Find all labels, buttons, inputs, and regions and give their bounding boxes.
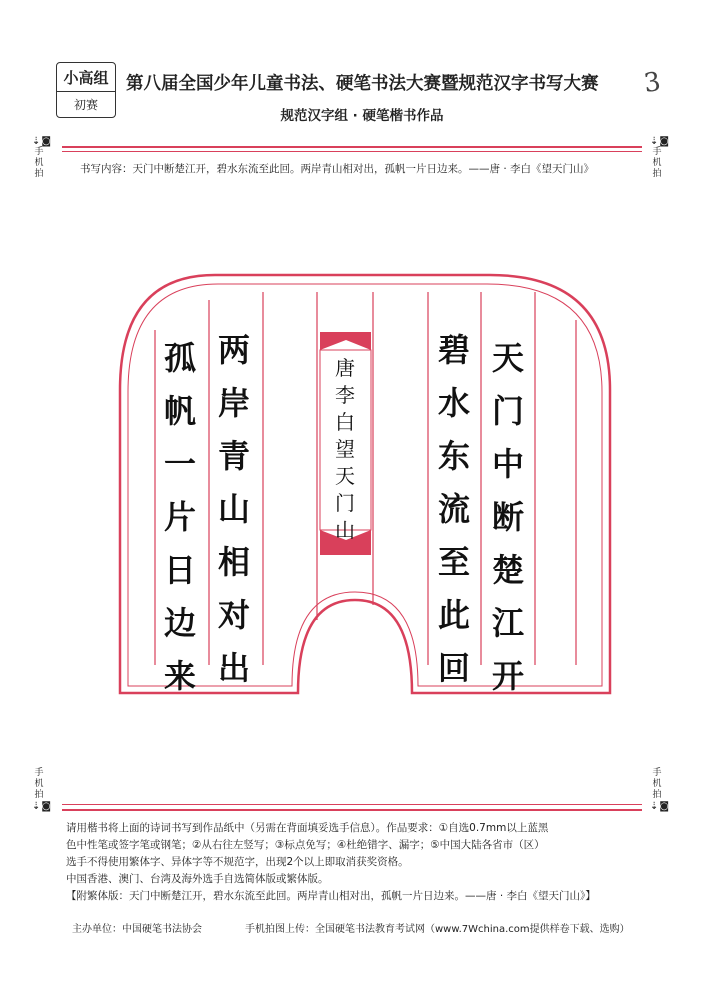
instruction-line: 色中性笔或签字笔或钢笔；②从右往左竖写；③标点免写；④杜绝错字、漏字；⑤中国大陆各省市（区）	[66, 839, 545, 851]
corner-label: 手机拍	[652, 147, 662, 179]
instruction-line: 【附繁体版：天门中断楚江开，碧水东流至此回。两岸青山相对出，孤帆一片日边来。——唐 · 李白《望天门山》】	[66, 890, 596, 902]
group-badge-top: 小高组	[57, 63, 115, 92]
instruction-line: 中国香港、澳门、台湾及海外选手自选简体版或繁体版。	[66, 873, 329, 885]
corner-bottom-right	[650, 768, 670, 812]
poem-column-1: 天门中断楚江开	[491, 339, 524, 695]
instructions	[66, 820, 636, 905]
handwritten-mark: 3	[641, 66, 663, 100]
corner-label: 手机拍	[652, 768, 662, 800]
camera-icon: ⇣◙	[650, 801, 671, 812]
bottom-rule	[62, 809, 642, 811]
writing-content: 书写内容：天门中断楚江开，碧水东流至此回。两岸青山相对出，孤帆一片日边来。——唐 · 李白《望天门山》	[80, 163, 595, 175]
bottom-rule-thin	[62, 804, 642, 805]
poem-column-3: 两岸青山相对出	[217, 331, 250, 687]
poem-column-2: 碧水东流至此回	[437, 331, 470, 687]
group-badge-bottom: 初赛	[73, 98, 98, 112]
corner-label: 手机拍	[34, 768, 44, 800]
instruction-line: 请用楷书将上面的诗词书写到作品纸中（另需在背面填妥选手信息）。作品要求：①自选0.7mm以上蓝黑	[66, 822, 549, 834]
camera-icon: ⇣◙	[32, 136, 53, 147]
instruction-line: 选手不得使用繁体字、异体字等不规范字，出现2个以上即取消获奖资格。	[66, 856, 409, 868]
camera-icon: ⇣◙	[650, 136, 671, 147]
organizer: 主办单位：中国硬笔书法协会	[72, 924, 202, 935]
signature-text: 唐李白望天门山	[335, 356, 355, 542]
poem-column-4: 孤帆一片日边来	[163, 339, 196, 695]
page-subtitle: 规范汉字组 · 硬笔楷书作品	[280, 108, 444, 124]
camera-icon: ⇣◙	[32, 801, 53, 812]
corner-bottom-left	[32, 768, 52, 812]
corner-label: 手机拍	[34, 147, 44, 179]
page-title: 第八届全国少年儿童书法、硬笔书法大赛暨规范汉字书写大赛	[126, 74, 599, 94]
upload-info: 手机拍图上传：全国硬笔书法教育考试网（www.7Wchina.com提供样卷下载、选购）	[245, 924, 630, 935]
